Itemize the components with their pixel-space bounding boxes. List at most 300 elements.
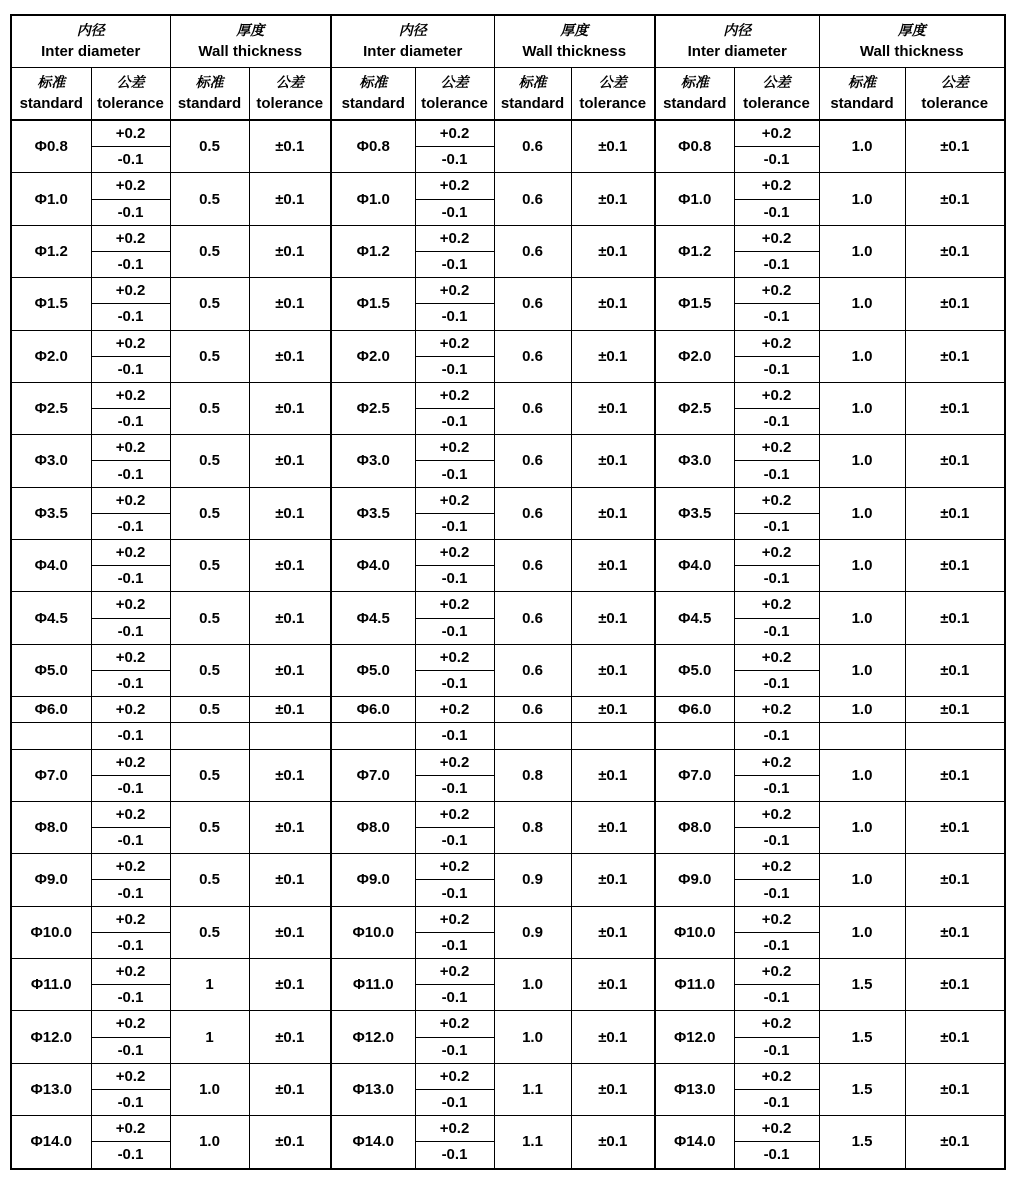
diameter-tolerance-plus: [91, 592, 170, 618]
tube-specification-table: [10, 14, 1006, 1170]
wall-tolerance-cell: [571, 959, 655, 1011]
table-row: [11, 435, 1005, 461]
wall-tolerance-value: ±0.1: [598, 138, 628, 156]
inner-diameter-cell: [11, 173, 91, 225]
inner-diameter-cell: [331, 1063, 415, 1115]
wall-tolerance-value: ±0.1: [940, 242, 970, 260]
wall-standard-value: 1.0: [851, 504, 873, 522]
subheader-cn-label: 标准: [195, 75, 224, 91]
inner-diameter-cell: [331, 330, 415, 382]
wall-tolerance-cell: [571, 173, 655, 225]
tolerance-minus-value: -0.1: [763, 570, 790, 588]
diameter-tolerance-plus: [734, 120, 819, 147]
subheader-cn-label: 公差: [116, 75, 145, 91]
diameter-tolerance-minus: [734, 1142, 819, 1169]
wall-tolerance-value: ±0.1: [275, 557, 305, 575]
wall-standard-value: 0.9: [522, 923, 543, 941]
wall-tolerance-value: ±0.1: [598, 1028, 628, 1046]
empty-cell: [905, 723, 1005, 749]
tolerance-minus-value: -0.1: [117, 989, 144, 1007]
wall-standard-value: 0.6: [522, 452, 543, 470]
inner-diameter-value: Φ0.8: [356, 138, 390, 156]
inner-diameter-value: Φ4.5: [34, 609, 68, 627]
inner-diameter-value: Φ9.0: [678, 871, 712, 889]
tolerance-minus-value: -0.1: [763, 884, 790, 902]
tolerance-plus-value: +0.2: [439, 1015, 470, 1033]
inner-diameter-value: Φ2.0: [356, 347, 390, 365]
diameter-tolerance-minus: [415, 566, 494, 592]
inner-diameter-cell: [331, 959, 415, 1011]
wall-standard-cell: [494, 330, 571, 382]
wall-tolerance-cell: [905, 1063, 1005, 1115]
wall-tolerance-value: ±0.1: [940, 190, 970, 208]
inner-diameter-cell: [331, 435, 415, 487]
wall-tolerance-cell: [905, 1011, 1005, 1063]
tolerance-minus-value: -0.1: [763, 256, 790, 274]
standard-subheader: [494, 68, 571, 121]
diameter-tolerance-minus: [91, 566, 170, 592]
inner-diameter-cell: [655, 173, 734, 225]
tolerance-minus-value: -0.1: [441, 989, 468, 1007]
inner-diameter-value: Φ12.0: [352, 1028, 394, 1046]
diameter-tolerance-minus: [734, 775, 819, 801]
wall-tolerance-cell: [905, 906, 1005, 958]
wall-tolerance-value: ±0.1: [598, 1133, 628, 1151]
tolerance-plus-value: +0.2: [115, 1015, 146, 1033]
wall-standard-cell: [494, 225, 571, 277]
inner-diameter-cell: [11, 1116, 91, 1169]
wall-tolerance-value: ±0.1: [275, 347, 305, 365]
tolerance-plus-value: +0.2: [439, 125, 470, 143]
wall-standard-value: 1.0: [851, 242, 873, 260]
inner-diameter-value: Φ1.0: [356, 190, 390, 208]
wall-standard-cell: [819, 749, 905, 801]
wall-tolerance-cell: [905, 540, 1005, 592]
standard-subheader: [655, 68, 734, 121]
wall-standard-cell: [819, 959, 905, 1011]
diameter-tolerance-plus: [734, 435, 819, 461]
inner-diameter-cell: [11, 592, 91, 644]
wall-tolerance-cell: [249, 173, 331, 225]
wall-tolerance-value: ±0.1: [275, 242, 305, 260]
subheader-en-label: standard: [19, 95, 83, 112]
tolerance-plus-value: +0.2: [115, 753, 146, 771]
wall-tolerance-value: ±0.1: [940, 819, 970, 837]
wall-standard-cell: [170, 435, 249, 487]
wall-standard-value: 1: [205, 1028, 214, 1046]
table-row: [11, 749, 1005, 775]
wall-tolerance-value: ±0.1: [940, 557, 970, 575]
subheader-en-label: tolerance: [921, 95, 989, 112]
diameter-tolerance-plus: [91, 697, 170, 723]
tolerance-plus-value: +0.2: [115, 491, 146, 509]
standard-subheader: [819, 68, 905, 121]
diameter-tolerance-plus: [91, 540, 170, 566]
tolerance-minus-value: -0.1: [763, 779, 790, 797]
diameter-tolerance-plus: [415, 173, 494, 199]
wall-tolerance-cell: [249, 697, 331, 723]
wall-standard-value: 0.5: [199, 609, 220, 627]
diameter-tolerance-plus: [91, 906, 170, 932]
wall-tolerance-value: ±0.1: [940, 701, 970, 719]
wall-tolerance-value: ±0.1: [940, 1133, 970, 1151]
subheader-cn-label: 标准: [359, 75, 388, 91]
tolerance-plus-value: +0.2: [439, 858, 470, 876]
tolerance-minus-value: -0.1: [117, 779, 144, 797]
tolerance-minus-value: -0.1: [117, 936, 144, 954]
diameter-tolerance-minus: [734, 880, 819, 906]
tolerance-subheader: [91, 68, 170, 121]
inner-diameter-value: Φ10.0: [673, 923, 716, 941]
diameter-tolerance-minus: [734, 618, 819, 644]
wall-tolerance-value: ±0.1: [598, 766, 628, 784]
wall-thickness-header: [170, 15, 331, 68]
diameter-tolerance-minus: [91, 356, 170, 382]
wall-standard-cell: [494, 540, 571, 592]
standard-subheader: [170, 68, 249, 121]
inner-diameter-cell: [11, 435, 91, 487]
table-row: [11, 592, 1005, 618]
tolerance-plus-value: +0.2: [761, 282, 792, 300]
tolerance-plus-value: +0.2: [115, 282, 146, 300]
wall-standard-value: 1.0: [851, 871, 873, 889]
diameter-tolerance-plus: [91, 854, 170, 880]
tolerance-plus-value: +0.2: [761, 963, 792, 981]
tolerance-plus-value: +0.2: [761, 805, 792, 823]
wall-standard-cell: [494, 278, 571, 330]
diameter-tolerance-minus: [734, 1089, 819, 1115]
wall-tolerance-value: ±0.1: [940, 871, 970, 889]
inter-diameter-header: [331, 15, 494, 68]
wall-tolerance-cell: [571, 435, 655, 487]
inner-diameter-value: Φ3.0: [356, 452, 390, 470]
inner-diameter-value: Φ5.0: [678, 661, 712, 679]
empty-cell: [571, 723, 655, 749]
inner-diameter-cell: [331, 120, 415, 173]
wall-tolerance-value: ±0.1: [940, 347, 970, 365]
diameter-tolerance-plus: [415, 1116, 494, 1142]
diameter-tolerance-minus: [91, 880, 170, 906]
wall-tolerance-value: ±0.1: [598, 701, 628, 719]
wall-standard-cell: [170, 540, 249, 592]
wall-standard-value: 0.6: [522, 190, 543, 208]
diameter-tolerance-minus: [91, 670, 170, 696]
inner-diameter-cell: [331, 906, 415, 958]
wall-tolerance-cell: [249, 854, 331, 906]
inner-diameter-value: Φ3.5: [34, 504, 68, 522]
inner-diameter-value: Φ4.0: [356, 557, 390, 575]
tolerance-minus-value: -0.1: [441, 203, 468, 221]
header-en-label: Wall thickness: [522, 43, 627, 60]
subheader-cn-label: 公差: [940, 75, 969, 91]
wall-tolerance-value: ±0.1: [598, 923, 628, 941]
inner-diameter-value: Φ7.0: [678, 766, 712, 784]
diameter-tolerance-plus: [91, 225, 170, 251]
wall-standard-cell: [819, 330, 905, 382]
wall-tolerance-value: ±0.1: [275, 766, 305, 784]
wall-standard-cell: [494, 382, 571, 434]
tolerance-plus-value: +0.2: [761, 491, 792, 509]
wall-standard-value: 1.0: [522, 1028, 543, 1046]
wall-standard-value: 0.5: [199, 400, 220, 418]
tolerance-plus-value: +0.2: [115, 701, 146, 719]
diameter-tolerance-minus: [415, 513, 494, 539]
inner-diameter-value: Φ1.0: [678, 190, 712, 208]
wall-standard-value: 0.5: [199, 871, 220, 889]
diameter-tolerance-plus: [734, 801, 819, 827]
wall-standard-cell: [494, 1063, 571, 1115]
wall-tolerance-cell: [571, 278, 655, 330]
wall-tolerance-cell: [249, 959, 331, 1011]
tolerance-plus-value: +0.2: [761, 1120, 792, 1138]
inner-diameter-value: Φ8.0: [34, 819, 68, 837]
tolerance-minus-value: -0.1: [117, 1041, 144, 1059]
tolerance-minus-value: -0.1: [441, 465, 468, 483]
diameter-tolerance-plus: [415, 854, 494, 880]
wall-tolerance-cell: [571, 1011, 655, 1063]
diameter-tolerance-minus: [415, 147, 494, 173]
tolerance-plus-value: +0.2: [115, 596, 146, 614]
table-row: [11, 382, 1005, 408]
diameter-tolerance-minus: [415, 880, 494, 906]
wall-tolerance-value: ±0.1: [940, 504, 970, 522]
inner-diameter-value: Φ1.5: [678, 295, 712, 313]
tolerance-plus-value: +0.2: [761, 439, 792, 457]
tolerance-minus-value: -0.1: [441, 936, 468, 954]
wall-standard-value: 0.6: [522, 347, 543, 365]
tolerance-minus-value: -0.1: [117, 832, 144, 850]
inner-diameter-cell: [655, 540, 734, 592]
wall-standard-cell: [170, 644, 249, 696]
wall-tolerance-value: ±0.1: [940, 923, 970, 941]
inner-diameter-value: Φ1.2: [678, 242, 712, 260]
inner-diameter-value: Φ14.0: [30, 1133, 72, 1151]
inner-diameter-cell: [11, 278, 91, 330]
inner-diameter-cell: [655, 592, 734, 644]
diameter-tolerance-plus: [734, 1011, 819, 1037]
wall-standard-cell: [819, 592, 905, 644]
wall-tolerance-cell: [905, 278, 1005, 330]
diameter-tolerance-minus: [734, 461, 819, 487]
diameter-tolerance-plus: [415, 1063, 494, 1089]
wall-tolerance-cell: [905, 225, 1005, 277]
wall-standard-cell: [494, 1011, 571, 1063]
diameter-tolerance-plus: [415, 906, 494, 932]
inner-diameter-value: Φ2.5: [34, 400, 68, 418]
diameter-tolerance-minus: [91, 513, 170, 539]
tolerance-minus-value: -0.1: [117, 256, 144, 274]
diameter-tolerance-plus: [415, 592, 494, 618]
inner-diameter-cell: [655, 330, 734, 382]
inner-diameter-value: Φ3.5: [356, 504, 390, 522]
wall-tolerance-cell: [905, 173, 1005, 225]
subheader-en-label: tolerance: [579, 95, 647, 112]
tolerance-plus-value: +0.2: [115, 229, 146, 247]
tolerance-plus-value: +0.2: [115, 177, 146, 195]
wall-standard-value: 1.0: [851, 347, 873, 365]
wall-tolerance-value: ±0.1: [940, 452, 970, 470]
wall-standard-value: 0.6: [522, 504, 543, 522]
wall-tolerance-value: ±0.1: [598, 609, 628, 627]
diameter-tolerance-plus: [415, 959, 494, 985]
header-en-label: Inter diameter: [363, 43, 463, 60]
inner-diameter-value: Φ10.0: [30, 923, 72, 941]
tolerance-subheader: [571, 68, 655, 121]
wall-tolerance-cell: [249, 120, 331, 173]
tolerance-minus-value: -0.1: [117, 675, 144, 693]
wall-tolerance-value: ±0.1: [598, 871, 628, 889]
tolerance-plus-value: +0.2: [761, 858, 792, 876]
tolerance-plus-value: +0.2: [115, 334, 146, 352]
inner-diameter-value: Φ12.0: [30, 1028, 72, 1046]
wall-standard-value: 0.5: [199, 923, 220, 941]
wall-standard-cell: [494, 906, 571, 958]
wall-tolerance-value: ±0.1: [940, 138, 970, 156]
wall-tolerance-cell: [249, 1063, 331, 1115]
wall-tolerance-cell: [571, 330, 655, 382]
inner-diameter-value: Φ13.0: [673, 1080, 716, 1098]
wall-tolerance-value: ±0.1: [940, 400, 970, 418]
wall-standard-value: 0.6: [522, 400, 543, 418]
inner-diameter-cell: [331, 1116, 415, 1169]
wall-standard-cell: [819, 854, 905, 906]
wall-tolerance-value: ±0.1: [598, 295, 628, 313]
subheader-cn-label: 公差: [762, 75, 791, 91]
tolerance-minus-value: -0.1: [763, 1146, 790, 1164]
inner-diameter-cell: [655, 1116, 734, 1169]
diameter-tolerance-plus: [91, 173, 170, 199]
tolerance-minus-value: -0.1: [763, 308, 790, 326]
tolerance-plus-value: +0.2: [439, 386, 470, 404]
tolerance-minus-value: -0.1: [117, 308, 144, 326]
diameter-tolerance-minus: [734, 356, 819, 382]
wall-tolerance-cell: [249, 801, 331, 853]
inner-diameter-cell: [331, 487, 415, 539]
diameter-tolerance-plus: [91, 749, 170, 775]
inner-diameter-value: Φ2.5: [678, 400, 712, 418]
tolerance-minus-value: -0.1: [763, 151, 790, 169]
inner-diameter-cell: [11, 225, 91, 277]
wall-standard-cell: [494, 697, 571, 723]
diameter-tolerance-minus: [91, 1142, 170, 1169]
diameter-tolerance-minus: [91, 199, 170, 225]
diameter-tolerance-minus: [415, 723, 494, 749]
tolerance-plus-value: +0.2: [439, 1120, 470, 1138]
inner-diameter-cell: [11, 382, 91, 434]
tolerance-plus-value: +0.2: [115, 963, 146, 981]
wall-standard-value: 1.5: [851, 976, 873, 994]
wall-tolerance-cell: [905, 592, 1005, 644]
inner-diameter-cell: [655, 278, 734, 330]
diameter-tolerance-minus: [734, 304, 819, 330]
table-row: [11, 644, 1005, 670]
wall-standard-cell: [819, 278, 905, 330]
wall-standard-value: 0.6: [522, 557, 543, 575]
wall-tolerance-value: ±0.1: [940, 661, 970, 679]
wall-standard-value: 0.5: [199, 504, 220, 522]
wall-tolerance-value: ±0.1: [598, 190, 628, 208]
wall-tolerance-cell: [249, 225, 331, 277]
inner-diameter-cell: [331, 225, 415, 277]
wall-tolerance-cell: [905, 330, 1005, 382]
tolerance-plus-value: +0.2: [761, 1067, 792, 1085]
tolerance-plus-value: +0.2: [761, 177, 792, 195]
wall-tolerance-cell: [249, 749, 331, 801]
wall-standard-value: 1.5: [851, 1133, 873, 1151]
diameter-tolerance-minus: [415, 775, 494, 801]
wall-standard-value: 1.0: [851, 923, 873, 941]
diameter-tolerance-minus: [734, 251, 819, 277]
wall-standard-cell: [819, 173, 905, 225]
diameter-tolerance-plus: [415, 644, 494, 670]
header-en-label: Wall thickness: [198, 43, 303, 60]
wall-tolerance-value: ±0.1: [275, 138, 305, 156]
diameter-tolerance-plus: [415, 435, 494, 461]
wall-standard-value: 0.5: [199, 242, 220, 260]
inner-diameter-value: Φ8.0: [356, 819, 390, 837]
inner-diameter-cell: [655, 749, 734, 801]
wall-standard-cell: [494, 435, 571, 487]
wall-tolerance-cell: [905, 120, 1005, 173]
inner-diameter-cell: [331, 278, 415, 330]
tolerance-minus-value: -0.1: [117, 360, 144, 378]
wall-standard-cell: [170, 1011, 249, 1063]
inner-diameter-cell: [331, 801, 415, 853]
diameter-tolerance-minus: [734, 566, 819, 592]
tolerance-minus-value: -0.1: [117, 1146, 144, 1164]
wall-standard-value: 1.0: [851, 295, 873, 313]
wall-standard-cell: [494, 749, 571, 801]
diameter-tolerance-minus: [734, 985, 819, 1011]
tolerance-plus-value: +0.2: [439, 963, 470, 981]
wall-tolerance-cell: [571, 487, 655, 539]
wall-tolerance-value: ±0.1: [275, 1028, 305, 1046]
subheader-cn-label: 公差: [598, 75, 627, 91]
tolerance-plus-value: +0.2: [115, 648, 146, 666]
wall-tolerance-cell: [905, 1116, 1005, 1169]
inner-diameter-cell: [655, 644, 734, 696]
tolerance-subheader: [734, 68, 819, 121]
wall-standard-cell: [170, 959, 249, 1011]
inner-diameter-cell: [655, 697, 734, 723]
inter-diameter-header: [11, 15, 170, 68]
tolerance-minus-value: -0.1: [763, 465, 790, 483]
tolerance-minus-value: -0.1: [441, 884, 468, 902]
wall-tolerance-cell: [249, 382, 331, 434]
wall-standard-value: 0.5: [199, 138, 220, 156]
wall-tolerance-value: ±0.1: [598, 504, 628, 522]
diameter-tolerance-plus: [734, 644, 819, 670]
inner-diameter-cell: [331, 173, 415, 225]
diameter-tolerance-minus: [734, 670, 819, 696]
inner-diameter-value: Φ1.2: [34, 242, 68, 260]
diameter-tolerance-plus: [734, 906, 819, 932]
inner-diameter-value: Φ11.0: [30, 976, 72, 994]
wall-tolerance-value: ±0.1: [275, 295, 305, 313]
wall-standard-value: 0.6: [522, 242, 543, 260]
diameter-tolerance-minus: [91, 828, 170, 854]
empty-cell: [331, 723, 415, 749]
tolerance-minus-value: -0.1: [117, 727, 144, 745]
diameter-tolerance-plus: [734, 330, 819, 356]
tolerance-minus-value: -0.1: [117, 151, 144, 169]
wall-tolerance-value: ±0.1: [940, 1028, 970, 1046]
tolerance-plus-value: +0.2: [115, 805, 146, 823]
wall-tolerance-cell: [905, 487, 1005, 539]
inner-diameter-value: Φ14.0: [352, 1133, 394, 1151]
wall-thickness-header: [494, 15, 655, 68]
inner-diameter-value: Φ5.0: [356, 661, 390, 679]
